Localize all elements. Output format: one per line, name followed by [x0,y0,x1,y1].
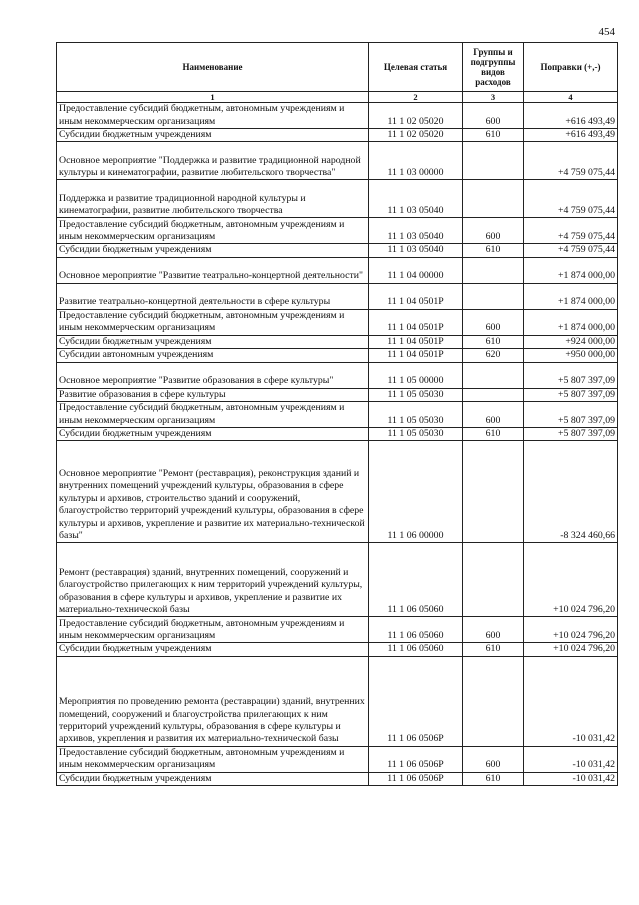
row-amount: +1 874 000,00 [524,257,618,283]
row-name: Основное мероприятие "Поддержка и развитие традиционной народной культуры и кинематографии, развитие любительского творчества" [57,142,369,180]
row-amount: +5 807 397,09 [524,428,618,441]
row-code: 11 1 02 05020 [369,103,463,129]
row-group: 610 [463,335,524,348]
row-name: Предоставление субсидий бюджетным, автономным учреждениям и иным некоммерческим организациям [57,402,369,428]
row-name: Предоставление субсидий бюджетным, автономным учреждениям и иным некоммерческим организациям [57,218,369,244]
header-num-2: 2 [369,92,463,103]
row-amount: +4 759 075,44 [524,180,618,218]
row-code: 11 1 04 00000 [369,257,463,283]
row-code: 11 1 06 0506Р [369,656,463,746]
row-group [463,257,524,283]
row-name: Основное мероприятие "Ремонт (реставрация), реконструкция зданий и внутренних помещений учреждений культуры, образования в сфере культуры и архивов, строительство зданий и сооружений, благоустройство территорий учреждений культуры, образования в сфере культуры и архивов, укрепление и развитие их материально-технической базы" [57,441,369,543]
row-amount: +616 493,49 [524,129,618,142]
row-group: 600 [463,617,524,643]
table-row [57,441,618,543]
row-code: 11 1 06 0506Р [369,772,463,785]
row-name: Ремонт (реставрация) зданий, внутренних помещений, сооружений и благоустройство прилегающих к ним территорий учреждений культуры, образования в сфере культуры и архивов, укрепление и развитие их материально-технической базы [57,543,369,617]
table-row [57,388,618,401]
row-amount: +616 493,49 [524,103,618,129]
table-row [57,428,618,441]
row-group: 600 [463,103,524,129]
table-row [57,309,618,335]
row-group [463,362,524,388]
row-amount: +950 000,00 [524,349,618,362]
row-group [463,543,524,617]
header-amount: Поправки (+,-) [524,43,618,92]
table-row [57,218,618,244]
row-amount: +10 024 796,20 [524,643,618,656]
row-name: Основное мероприятие "Развитие образования в сфере культуры" [57,362,369,388]
row-group: 610 [463,428,524,441]
table-row [57,180,618,218]
row-amount: +4 759 075,44 [524,244,618,257]
table-row [57,656,618,746]
header-name: Наименование [57,43,369,92]
row-group [463,142,524,180]
row-group: 610 [463,129,524,142]
row-code: 11 1 06 00000 [369,441,463,543]
row-code: 11 1 06 05060 [369,643,463,656]
table-row [57,402,618,428]
row-code: 11 1 03 05040 [369,218,463,244]
row-group: 620 [463,349,524,362]
row-group [463,656,524,746]
row-group: 610 [463,772,524,785]
table-row [57,335,618,348]
table-row [57,362,618,388]
row-code: 11 1 06 05060 [369,543,463,617]
row-code: 11 1 06 0506Р [369,746,463,772]
row-code: 11 1 05 05030 [369,388,463,401]
budget-table [56,42,618,786]
row-amount: +5 807 397,09 [524,388,618,401]
row-group [463,283,524,309]
row-amount: +10 024 796,20 [524,543,618,617]
row-code: 11 1 06 05060 [369,617,463,643]
row-code: 11 1 03 05040 [369,244,463,257]
row-amount: -10 031,42 [524,772,618,785]
row-name: Субсидии бюджетным учреждениям [57,772,369,785]
row-amount: +5 807 397,09 [524,402,618,428]
row-name: Предоставление субсидий бюджетным, автономным учреждениям и иным некоммерческим организациям [57,617,369,643]
row-group [463,441,524,543]
row-code: 11 1 03 00000 [369,142,463,180]
header-num-1: 1 [57,92,369,103]
header-code: Целевая статья [369,43,463,92]
row-code: 11 1 04 0501Р [369,309,463,335]
row-code: 11 1 04 0501Р [369,349,463,362]
row-group: 610 [463,244,524,257]
row-amount: -10 031,42 [524,656,618,746]
row-amount: +4 759 075,44 [524,218,618,244]
table-row [57,643,618,656]
row-group: 600 [463,402,524,428]
row-code: 11 1 02 05020 [369,129,463,142]
row-amount: -10 031,42 [524,746,618,772]
table-row [57,257,618,283]
header-group: Группы и подгруппы видов расходов [463,43,524,92]
row-code: 11 1 04 0501Р [369,335,463,348]
row-amount: -8 324 460,66 [524,441,618,543]
row-group: 600 [463,218,524,244]
row-group [463,180,524,218]
row-group: 610 [463,643,524,656]
row-group: 600 [463,746,524,772]
table-row [57,283,618,309]
row-amount: +1 874 000,00 [524,283,618,309]
page-number: 454 [598,26,615,38]
row-code: 11 1 04 0501Р [369,283,463,309]
row-name: Субсидии бюджетным учреждениям [57,335,369,348]
header-num-3: 3 [463,92,524,103]
row-amount: +4 759 075,44 [524,142,618,180]
row-name: Субсидии бюджетным учреждениям [57,244,369,257]
row-amount: +924 000,00 [524,335,618,348]
row-name: Субсидии автономным учреждениям [57,349,369,362]
row-name: Поддержка и развитие традиционной народной культуры и кинематографии, развитие любительского творчества [57,180,369,218]
table-row [57,349,618,362]
row-amount: +1 874 000,00 [524,309,618,335]
row-code: 11 1 05 05030 [369,428,463,441]
table-row [57,103,618,129]
table-row [57,746,618,772]
row-name: Развитие образования в сфере культуры [57,388,369,401]
row-name: Субсидии бюджетным учреждениям [57,129,369,142]
row-name: Основное мероприятие "Развитие театрально-концертной деятельности" [57,257,369,283]
table-row [57,129,618,142]
table-row [57,543,618,617]
header-num-4: 4 [524,92,618,103]
row-name: Предоставление субсидий бюджетным, автономным учреждениям и иным некоммерческим организациям [57,309,369,335]
row-group [463,388,524,401]
table-row [57,617,618,643]
row-code: 11 1 05 05030 [369,402,463,428]
row-group: 600 [463,309,524,335]
row-code: 11 1 03 05040 [369,180,463,218]
row-name: Мероприятия по проведению ремонта (реставрации) зданий, внутренних помещений, сооружений и благоустройства прилегающих к ним территорий учреждений культуры, образования в сфере культуры и архивов, укрепления и развития их материально-технической базы [57,656,369,746]
table-row [57,244,618,257]
row-name: Субсидии бюджетным учреждениям [57,643,369,656]
row-name: Развитие театрально-концертной деятельности в сфере культуры [57,283,369,309]
table-row [57,142,618,180]
row-name: Предоставление субсидий бюджетным, автономным учреждениям и иным некоммерческим организациям [57,746,369,772]
table-row [57,772,618,785]
row-code: 11 1 05 00000 [369,362,463,388]
row-amount: +10 024 796,20 [524,617,618,643]
row-name: Предоставление субсидий бюджетным, автономным учреждениям и иным некоммерческим организациям [57,103,369,129]
row-amount: +5 807 397,09 [524,362,618,388]
row-name: Субсидии бюджетным учреждениям [57,428,369,441]
